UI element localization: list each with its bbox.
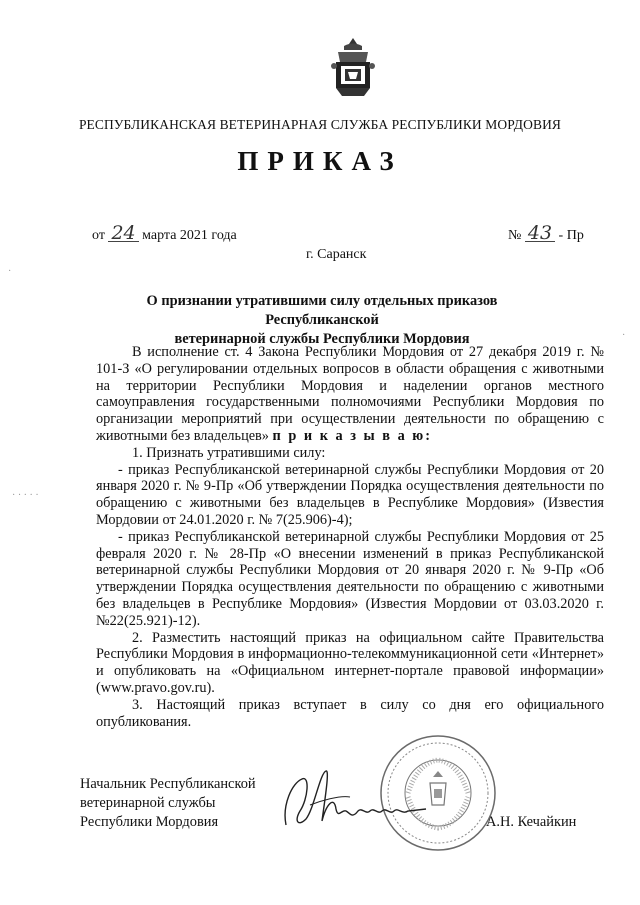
item-1b: - приказ Республиканской ветеринарной службы Республики Мордовия от 25 февраля 2020 г. № 28-Пр «О внесении изменений в приказ Республиканской ветеринарной службы Республики Мордовия от 20 января 2020 г. № 9-Пр «Об утверждении Порядка осуществления деятельности по обращению с животными без владельцев в Республике Мордовия» (Известия Мордовии от 03.03.2020 г. №22(25.921)-12). (96, 528, 604, 629)
organization-name: РЕСПУБЛИКАНСКАЯ ВЕТЕРИНАРНАЯ СЛУЖБА РЕСПУБЛИКИ МОРДОВИЯ (78, 117, 562, 132)
scan-artifact: · (622, 330, 626, 341)
number-handwritten: 43 (525, 226, 555, 242)
scan-artifact: · (8, 266, 12, 277)
position-line: ветеринарной службы (80, 795, 216, 811)
signatory-name: А.Н. Кечайкин (486, 814, 577, 830)
document-type-title: ПРИКАЗ (237, 146, 403, 176)
document-number (508, 222, 584, 244)
document-body (96, 344, 604, 730)
item-1: 1. Признать утратившими силу: (132, 444, 326, 461)
date-prefix: от (92, 228, 105, 243)
city: г. Саранск (306, 247, 367, 262)
position-line: Республики Мордовия (80, 814, 219, 830)
item-2: 2. Разместить настоящий приказ на официальном сайте Правительства Республики Мордовия в информационно-телекоммуникационной сети «Интернет» и опубликовать на «Официальном интернет-портале правовой информации» (www.pravo.gov.ru). (96, 629, 604, 696)
order-word: п р и к а з ы в а ю: (272, 427, 432, 444)
heading-line: О признании утратившими силу отдельных приказов Республиканской (146, 293, 498, 328)
document-date (92, 222, 237, 244)
position-line: Начальник Республиканской (80, 776, 256, 792)
number-suffix: - Пр (558, 228, 584, 243)
preamble-paragraph (96, 344, 604, 445)
preamble-text: В исполнение ст. 4 Закона Республики Мордовия от 27 декабря 2019 г. № 101-З «О регулировании отдельных вопросов в области обращения с животными на территории Республики Мордовия и наделении органов местного самоуправления государственными полномочиями Республики Мордовия по организации мероприятий при осуществлении деятельности по обращению с животными без владельцев» (96, 344, 604, 444)
document-heading (96, 292, 548, 349)
item-3: 3. Настоящий приказ вступает в силу со дня его официального опубликования. (96, 696, 604, 730)
date-suffix: марта 2021 года (142, 228, 237, 243)
date-day-handwritten: 24 (108, 226, 138, 242)
item-1a: - приказ Республиканской ветеринарной службы Республики Мордовия от 20 января 2020 г. № 9-Пр «Об утверждении Порядка осуществления деятельности по обращению с животными без владельцев в Республике Мордовия» (Известия Мордовии от 24.01.2020 г. № 7(25.906)-4); (96, 461, 604, 528)
number-prefix: № (508, 228, 522, 243)
coat-of-arms-emblem (326, 36, 380, 100)
signatory-position (80, 775, 256, 832)
heading-line: ветеринарной службы Республики Мордовия (174, 331, 470, 347)
handwritten-signature (280, 765, 430, 837)
scan-artifact: · · · · · (12, 490, 39, 501)
